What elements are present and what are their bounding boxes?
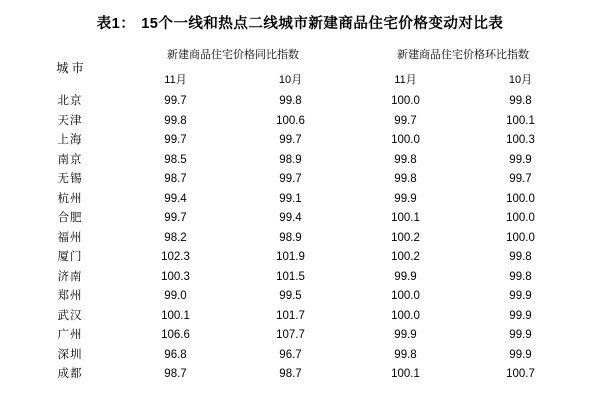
cell-yoy-oct: 98.9	[279, 231, 302, 244]
table-row	[22, 326, 578, 346]
cell-yoy-nov: 102.3	[161, 251, 190, 263]
table-row	[22, 268, 578, 288]
table-row	[22, 209, 578, 229]
cell-yoy-nov: 98.7	[164, 173, 187, 185]
cell-yoy-oct: 99.7	[279, 134, 302, 146]
cell-yoy-oct: 101.5	[276, 270, 305, 283]
cell-yoy-oct: 99.5	[279, 290, 302, 302]
cell-mom-nov: 99.8	[394, 173, 417, 185]
cell-city: 武汉	[57, 309, 83, 322]
cell-mom-oct: 99.9	[509, 348, 532, 361]
table-row	[22, 248, 578, 268]
cell-mom-nov: 99.8	[394, 348, 417, 361]
header-city: 城 市	[56, 60, 84, 75]
cell-mom-nov: 100.0	[391, 309, 420, 322]
header-yoy-nov: 11月	[164, 74, 187, 86]
cell-yoy-nov: 99.8	[164, 114, 187, 127]
table-number: 表1：	[96, 16, 136, 32]
cell-mom-oct: 100.7	[506, 368, 535, 380]
cell-yoy-nov: 99.4	[164, 192, 187, 205]
table-row	[22, 229, 578, 249]
cell-city: 南京	[57, 153, 83, 166]
table-row	[22, 170, 578, 190]
cell-yoy-oct: 98.7	[279, 368, 302, 380]
cell-city: 无锡	[57, 173, 83, 185]
cell-city: 厦门	[57, 251, 83, 263]
cell-mom-nov: 99.9	[394, 329, 417, 341]
cell-mom-oct: 99.9	[509, 329, 532, 341]
cell-mom-nov: 99.9	[394, 192, 417, 205]
header-group-yoy: 新建商品住宅价格同比指数	[167, 49, 299, 61]
cell-mom-oct: 99.7	[509, 173, 532, 185]
cell-mom-oct: 99.9	[509, 153, 532, 166]
header-group-mom: 新建商品住宅价格环比指数	[397, 49, 529, 61]
cell-yoy-nov: 100.3	[161, 270, 190, 283]
cell-mom-oct: 99.8	[509, 270, 532, 283]
table-row	[22, 307, 578, 327]
cell-mom-oct: 100.0	[506, 212, 535, 224]
cell-yoy-oct: 99.8	[279, 95, 302, 107]
cell-city: 合肥	[57, 212, 83, 224]
cell-mom-nov: 100.1	[391, 368, 420, 380]
cell-mom-oct: 99.8	[509, 251, 532, 263]
cell-yoy-nov: 100.1	[161, 309, 190, 322]
table-row	[22, 92, 578, 112]
cell-yoy-nov: 99.7	[164, 95, 187, 107]
cell-city: 天津	[57, 114, 83, 127]
table-header-group-row	[22, 42, 578, 68]
table-row	[22, 151, 578, 171]
cell-yoy-nov: 98.2	[164, 231, 187, 244]
cell-city: 深圳	[57, 348, 83, 361]
cell-city: 北京	[57, 95, 83, 107]
cell-mom-oct: 99.9	[509, 309, 532, 322]
cell-yoy-oct: 98.9	[279, 153, 302, 166]
cell-yoy-oct: 99.4	[279, 212, 302, 224]
cell-yoy-oct: 96.7	[279, 348, 302, 361]
cell-yoy-nov: 98.7	[164, 368, 187, 380]
table-row	[22, 346, 578, 366]
table-row	[22, 112, 578, 132]
cell-yoy-nov: 99.7	[164, 212, 187, 224]
table-row	[22, 365, 578, 385]
cell-yoy-oct: 99.1	[279, 192, 302, 205]
cell-yoy-oct: 101.9	[276, 251, 305, 263]
cell-yoy-nov: 99.7	[164, 134, 187, 146]
cell-city: 杭州	[57, 192, 83, 205]
cell-yoy-oct: 107.7	[276, 329, 305, 341]
table-row	[22, 287, 578, 307]
cell-city: 广州	[57, 329, 83, 341]
cell-yoy-nov: 96.8	[164, 348, 187, 361]
cell-mom-oct: 100.0	[506, 231, 535, 244]
header-mom-oct: 10月	[508, 74, 533, 86]
cell-yoy-nov: 106.6	[161, 329, 190, 341]
cell-city: 郑州	[57, 290, 83, 302]
cell-mom-nov: 99.7	[394, 114, 417, 127]
cell-city: 济南	[57, 270, 83, 283]
price-comparison-table	[22, 42, 578, 385]
cell-mom-nov: 100.2	[391, 231, 420, 244]
cell-yoy-oct: 100.6	[276, 114, 305, 127]
cell-mom-oct: 100.1	[506, 114, 535, 127]
cell-mom-oct: 99.8	[509, 95, 532, 107]
page-title	[0, 0, 600, 42]
cell-yoy-oct: 101.7	[276, 309, 305, 322]
cell-yoy-oct: 99.7	[279, 173, 302, 185]
cell-mom-nov: 99.8	[394, 153, 417, 166]
cell-mom-nov: 100.0	[391, 290, 420, 302]
cell-city: 成都	[57, 368, 83, 380]
cell-city: 福州	[57, 231, 83, 244]
cell-mom-nov: 100.2	[391, 251, 420, 263]
table-row	[22, 190, 578, 210]
cell-yoy-nov: 98.5	[164, 153, 187, 166]
table-title-text: 15个一线和热点二线城市新建商品住宅价格变动对比表	[141, 16, 504, 32]
cell-mom-nov: 100.0	[391, 134, 420, 146]
header-yoy-oct: 10月	[278, 74, 303, 86]
table-body	[22, 92, 578, 385]
cell-yoy-nov: 99.0	[164, 290, 187, 302]
cell-mom-oct: 100.3	[506, 134, 535, 146]
table-row	[22, 131, 578, 151]
cell-city: 上海	[57, 134, 83, 146]
cell-mom-nov: 99.9	[394, 270, 417, 283]
cell-mom-nov: 100.0	[391, 95, 420, 107]
cell-mom-oct: 100.0	[506, 192, 535, 205]
header-mom-nov: 11月	[394, 74, 417, 86]
cell-mom-nov: 100.1	[391, 212, 420, 224]
cell-mom-oct: 99.9	[509, 290, 532, 302]
